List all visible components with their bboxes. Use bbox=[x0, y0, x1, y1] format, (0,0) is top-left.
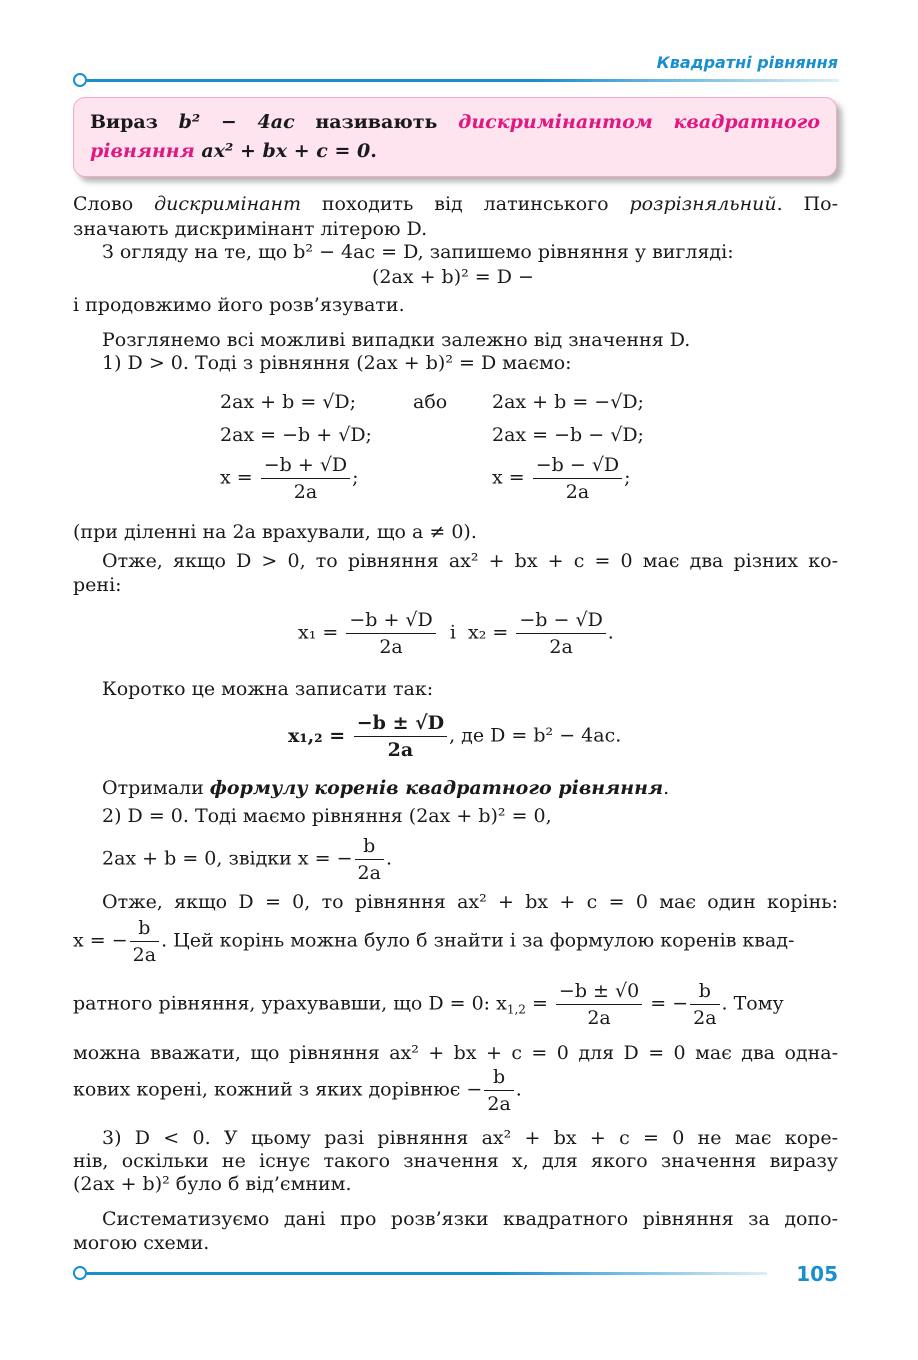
paragraph-line: З огляду на те, що b² − 4ac = D, запишемо рівняння у вигляді: bbox=[102, 241, 734, 263]
paragraph-line: (2ax + b)² було б від’ємним. bbox=[73, 1173, 352, 1195]
paragraph-line: ратного рівняння, урахувавши, що D = 0: $x_{1,2}$ = $\frac{-b \pm √0}{2a}$ = − $\frac{b}{2a}$ . Тому bbox=[73, 980, 784, 1029]
paragraph-line: 2ax + b = 0, звідки x = − $\frac{b}{2a}$ . bbox=[102, 835, 392, 884]
equation-left-2: 2ax = −b + √D; bbox=[220, 424, 372, 446]
roots-equation: x₁ = $\frac{-b + √D}{2a}$ і x₂ = $\frac{-b - √D}{2a}$ . bbox=[298, 609, 614, 658]
inline-equation: (2ax + b)² = D − bbox=[372, 266, 534, 288]
paragraph-line: кових корені, кожний з яких дорівнює − $\frac{b}{2a}$ . bbox=[73, 1066, 522, 1115]
paragraph-line: Розглянемо всі можливі випадки залежно від значення D. bbox=[102, 329, 691, 351]
paragraph-line: значають дискримінант літерою D. bbox=[73, 218, 428, 240]
page-number: 105 bbox=[796, 1262, 838, 1286]
header-rule-ring bbox=[73, 73, 87, 87]
paragraph-line: і продовжимо його розв’язувати. bbox=[73, 294, 405, 316]
equation-left-1: 2ax + b = √D; bbox=[220, 391, 357, 413]
paragraph-line: Отже, якщо D = 0, то рівняння ax² + bx + c = 0 має один корінь: bbox=[102, 891, 838, 913]
definition-term: дискримінантом квадратного рівняння bbox=[90, 111, 820, 162]
paragraph-line: x = − $\frac{b}{2a}$ . Цей корінь можна було б знайти і за формулою коренів квад- bbox=[73, 917, 795, 966]
paragraph-line: Отже, якщо D > 0, то рівняння ax² + bx + c = 0 має два різних ко- bbox=[102, 550, 838, 572]
paragraph-line: 1) D > 0. Тоді з рівняння (2ax + b)² = D маємо: bbox=[102, 352, 572, 374]
paragraph-line: Отримали формулу коренів квадратного рівняння. bbox=[102, 777, 670, 799]
paragraph-line: Слово дискримінант походить від латинського розрізняльний. По- bbox=[73, 193, 838, 215]
equation-left-3: x = $\frac{-b + √D}{2a}$ ; bbox=[220, 454, 359, 503]
paragraph-line: можна вважати, що рівняння ax² + bx + c = 0 для D = 0 має два одна- bbox=[73, 1042, 838, 1064]
quadratic-formula: x₁,₂ = $\frac{-b \pm √D}{2a}$ , де D = b² − 4ac. bbox=[288, 712, 622, 761]
paragraph-line: 3) D < 0. У цьому разі рівняння ax² + bx + c = 0 не має коре- bbox=[102, 1127, 838, 1149]
paragraph-line: 2) D = 0. Тоді маємо рівняння (2ax + b)² = 0, bbox=[102, 805, 552, 827]
paragraph-line: рені: bbox=[73, 574, 122, 596]
equation-right-3: x = $\frac{-b - √D}{2a}$ ; bbox=[492, 454, 631, 503]
footer-rule-ring bbox=[73, 1266, 87, 1280]
paragraph-line: могою схеми. bbox=[73, 1232, 210, 1254]
section-title: Квадратні рівняння bbox=[656, 53, 838, 72]
paragraph-line: (при діленні на 2a врахували, що a ≠ 0). bbox=[73, 521, 477, 543]
footer-rule bbox=[87, 1272, 767, 1275]
or-word: або bbox=[413, 391, 448, 413]
header-rule bbox=[87, 79, 839, 82]
paragraph-line: Коротко це можна записати так: bbox=[102, 678, 434, 700]
equation-right-2: 2ax = −b − √D; bbox=[492, 424, 644, 446]
definition-text: Вираз b² − 4ac називають дискримінантом квадратного рівняння ax² + bx + c = 0. bbox=[90, 111, 820, 162]
paragraph-line: нів, оскільки не існує такого значення x, для якого значення виразу bbox=[73, 1150, 838, 1172]
paragraph-line: Систематизуємо дані про розв’язки квадратного рівняння за допо- bbox=[102, 1208, 838, 1230]
equation-right-1: 2ax + b = −√D; bbox=[492, 391, 644, 413]
